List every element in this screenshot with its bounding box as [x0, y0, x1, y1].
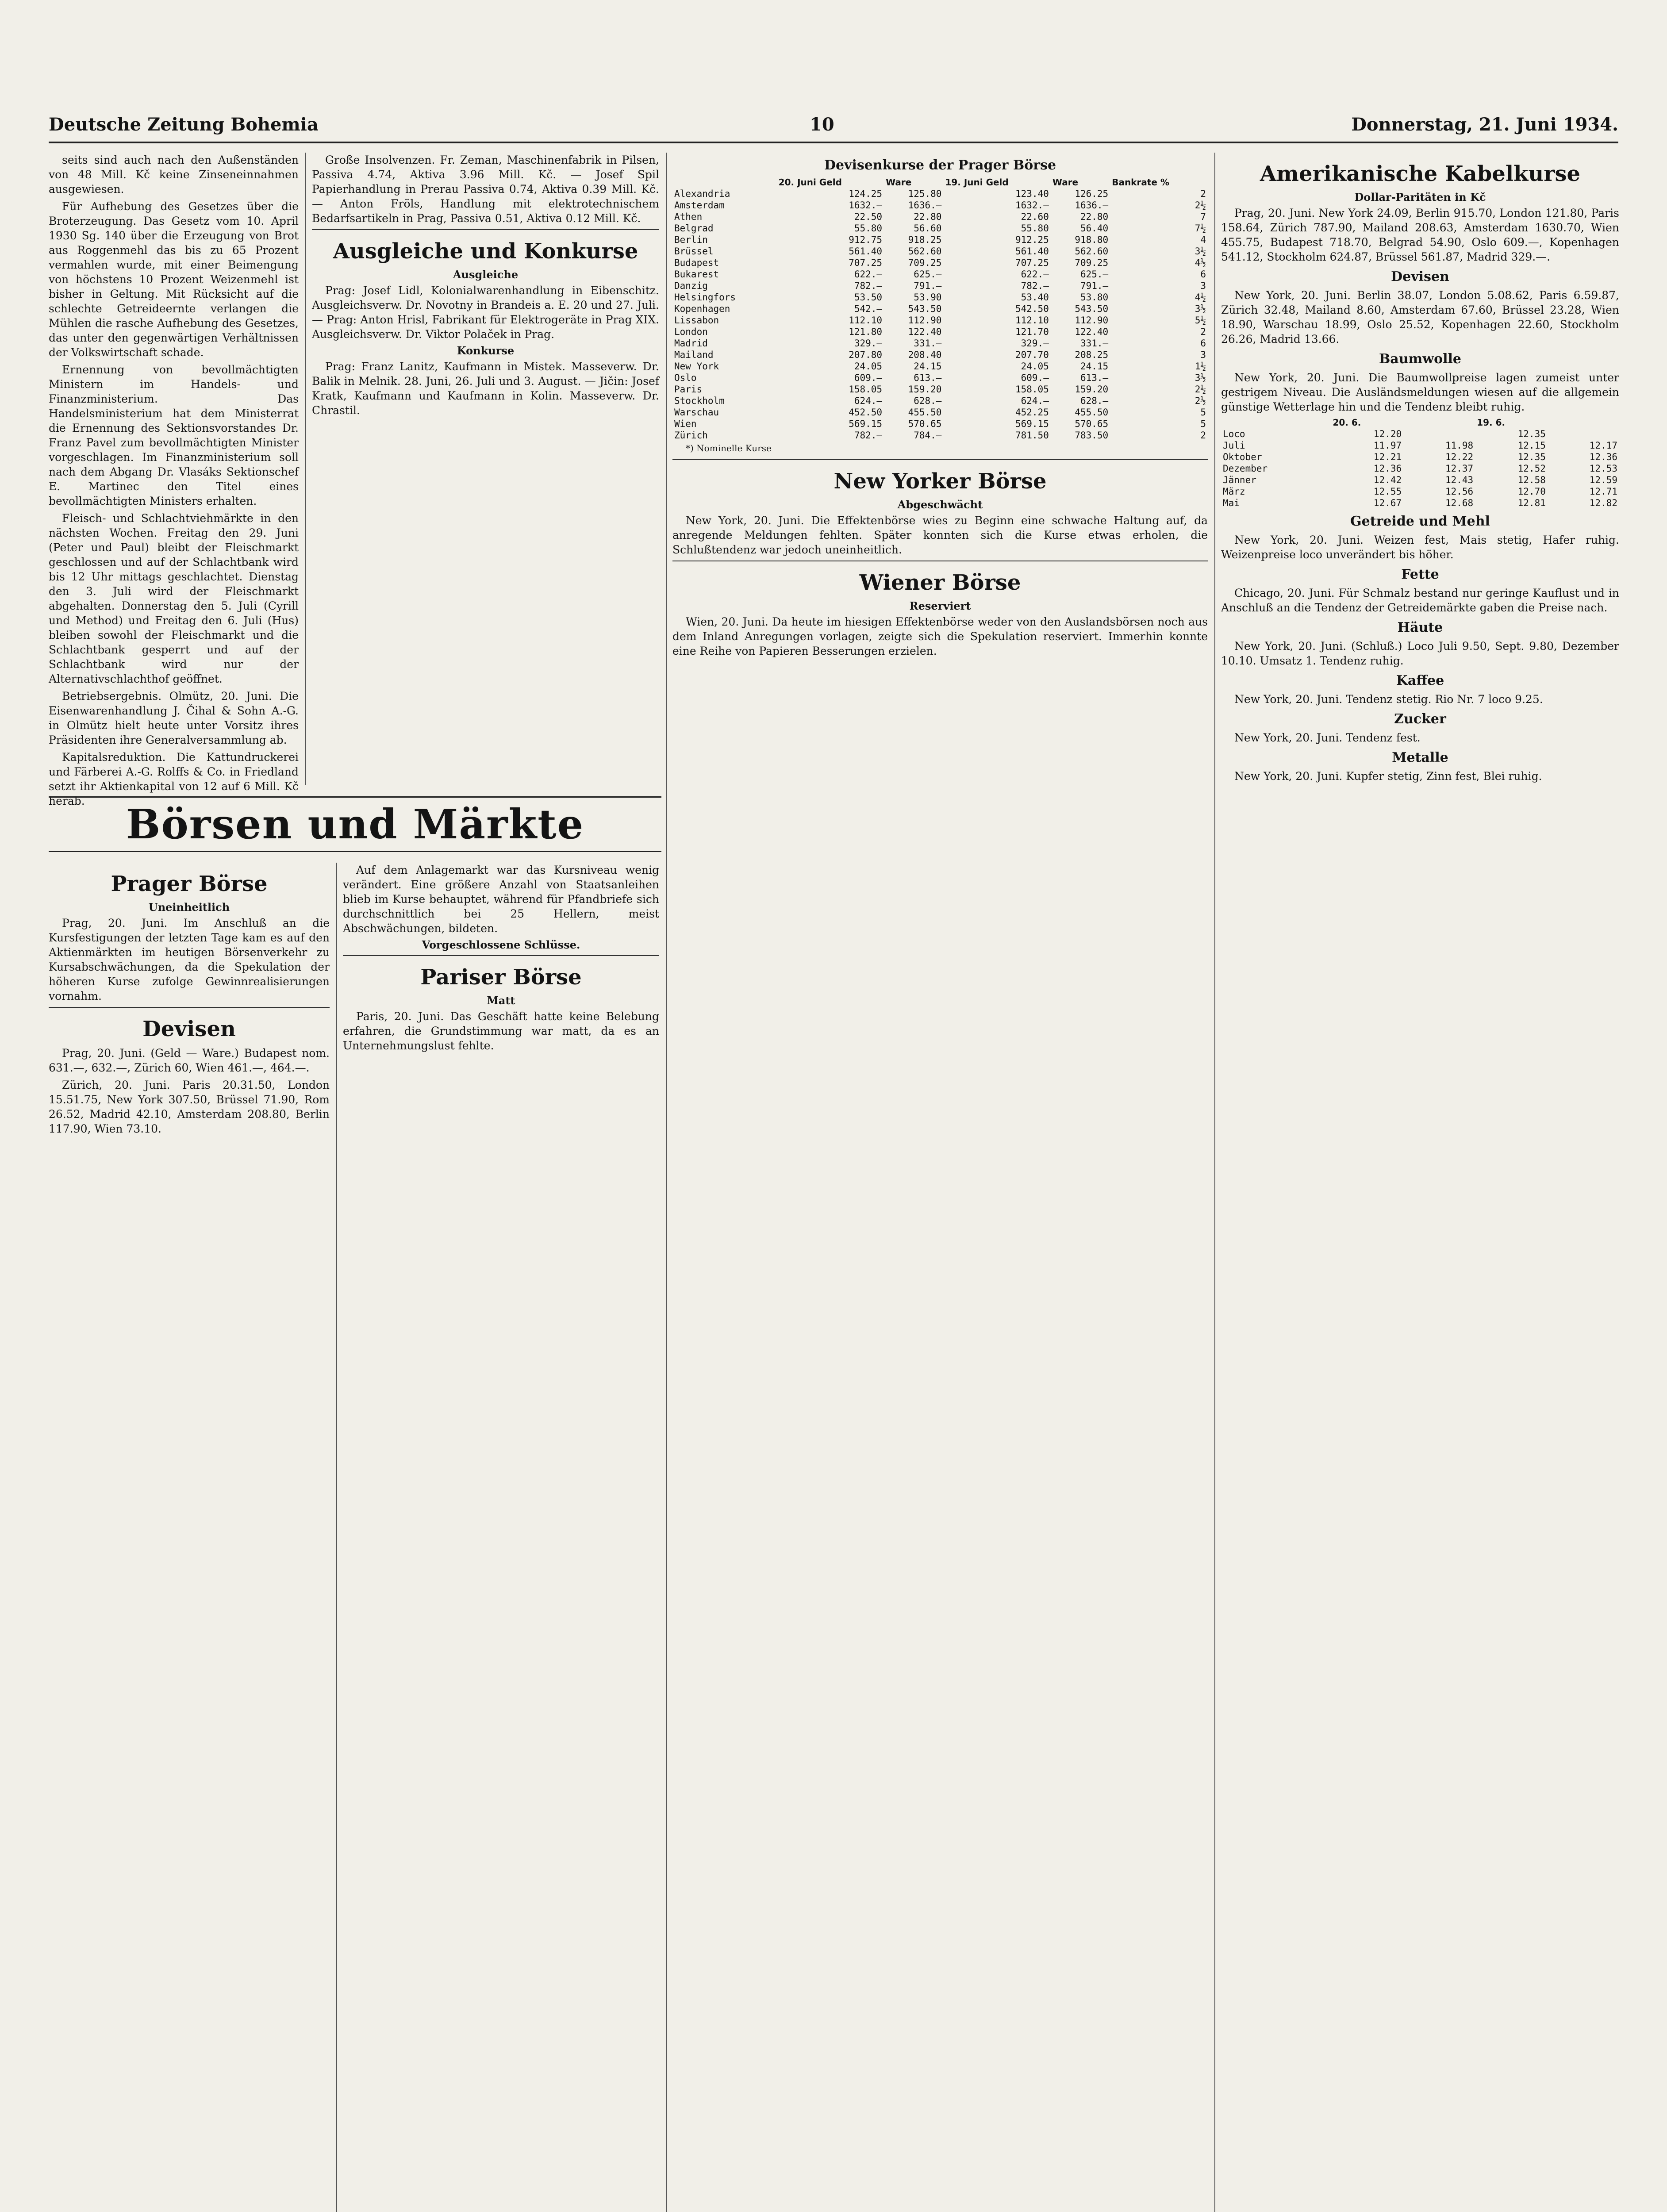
- article-paragraph: Chicago, 20. Juni. Für Schmalz bestand nur geringe Kauflust und in Anschluß an die Tendenz der Getreidemärkte gaben die Preise nach.: [1221, 587, 1619, 614]
- table-cell: 609.—: [1021, 373, 1049, 383]
- table-cell: Mai: [1223, 498, 1240, 508]
- table-cell: Belgrad: [674, 223, 714, 234]
- table-cell: 7: [1200, 211, 1206, 222]
- table-cell: 12.67: [1373, 498, 1402, 508]
- table-cell: 561.40: [849, 246, 883, 257]
- table-header-cell: 19. 6.: [1477, 417, 1506, 428]
- table-cell: 5: [1200, 419, 1206, 429]
- table-cell: 3: [1200, 349, 1206, 360]
- table-row: [672, 188, 1208, 200]
- table-cell: 55.80: [1021, 223, 1049, 234]
- table-cell: 628.—: [1080, 396, 1109, 406]
- table-cell: 158.05: [1015, 384, 1049, 395]
- table-cell: Kopenhagen: [674, 303, 730, 314]
- article-paragraph: New York, 20. Juni. Weizen fest, Mais stetig, Hafer ruhig. Weizenpreise loco unverändert bis höher.: [1221, 534, 1619, 561]
- table-cell: 12.82: [1589, 498, 1617, 508]
- table-cell: 112.90: [1075, 315, 1109, 326]
- section-heading: Wiener Börse: [859, 570, 1021, 595]
- table-cell: Budapest: [674, 257, 719, 268]
- column-rule: [1214, 153, 1215, 2212]
- table-cell: 918.80: [1075, 234, 1109, 245]
- column-rule: [336, 863, 337, 2212]
- table-cell: 4½: [1195, 257, 1206, 268]
- table-cell: 12.81: [1517, 498, 1546, 508]
- table-row: [672, 280, 1208, 292]
- table-cell: 791.—: [914, 280, 942, 291]
- article-paragraph: Große Insolvenzen. Fr. Zeman, Maschinenfabrik in Pilsen, Passiva 4.74, Aktiva 3.96 Mill. Kč. — Josef Spil Papierhandlung in Prerau Passiva 0.74, Aktiva 0.39 Mill. Kč. — Anton Fröls, Handlung mit elektrotechnischem Bedarfsartikeln in Prag, Passiva 0.51, Aktiva 0.12 Mill. Kč.: [312, 154, 659, 225]
- table-cell: 6: [1200, 269, 1206, 280]
- table-cell: 4: [1200, 234, 1206, 245]
- table-cell: 22.50: [854, 211, 883, 222]
- article-paragraph: Für Aufhebung des Gesetzes über die Broterzeugung. Das Gesetz vom 10. April 1930 Sg. 140 über die Erzeugung von Brot aus Roggenmehl das bis zu 65 Prozent vermahlen wurde, mit einer Beimengung von höchstens 10 Prozent Weizenmehl ist bisher in Geltung. Mit Rücksicht auf die schlechte Getreideernte verlangen die Mühlen die rasche Aufhebung des Gesetzes, das unter den gegenwärtigen Verhältnissen der Volkswirtschaft schade.: [49, 200, 299, 359]
- table-row: [1221, 451, 1619, 463]
- table-row: [672, 361, 1208, 372]
- article-paragraph: Prag: Franz Lanitz, Kaufmann in Mistek. Masseverw. Dr. Balik in Melnik. 28. Juni, 26. Juli und 3. August. — Jičin: Josef Kratk, Kaufmann und Kaufmann in Kolin. Masseverw. Dr. Chrastil.: [312, 360, 659, 417]
- table-cell: 12.35: [1517, 452, 1546, 462]
- table-cell: 12.42: [1373, 475, 1402, 485]
- table-cell: 3: [1200, 280, 1206, 291]
- table-row: [672, 234, 1208, 246]
- table-cell: 4½: [1195, 292, 1206, 303]
- table-cell: 55.80: [854, 223, 883, 234]
- table-cell: [1403, 428, 1475, 440]
- table-header-cell: 20. 6.: [1333, 417, 1361, 428]
- table-cell: 122.40: [908, 326, 942, 337]
- subsection-heading: Dollar-Paritäten in Kč: [1354, 191, 1486, 204]
- table-cell: Zürich: [674, 430, 708, 441]
- table-cell: [1548, 428, 1619, 440]
- subsection-heading: Vorgeschlossene Schlüsse.: [422, 938, 580, 951]
- table-cell: 208.40: [908, 349, 942, 360]
- table-row: [672, 315, 1208, 326]
- table-cell: 159.20: [908, 384, 942, 395]
- table-row: [672, 211, 1208, 223]
- section-heading: Metalle: [1392, 750, 1448, 765]
- table-cell: 622.—: [854, 269, 883, 280]
- cotton-price-table: [1221, 417, 1619, 509]
- table-cell: 53.50: [854, 292, 883, 303]
- table-cell: Athen: [674, 211, 703, 222]
- section-heading: Getreide und Mehl: [1350, 514, 1490, 529]
- table-cell: 331.—: [914, 338, 942, 349]
- table-cell: 121.70: [1015, 326, 1049, 337]
- table-cell: Helsingfors: [674, 292, 736, 303]
- table-cell: 12.68: [1445, 498, 1474, 508]
- table-row: [1221, 463, 1619, 474]
- table-cell: 12.20: [1373, 429, 1402, 439]
- column-economy-news: [49, 153, 299, 807]
- table-cell: 3½: [1195, 246, 1206, 257]
- table-cell: 22.60: [1021, 211, 1049, 222]
- table-cell: 1½: [1195, 361, 1206, 372]
- table-cell: 112.90: [908, 315, 942, 326]
- table-cell: 569.15: [1015, 419, 1049, 429]
- table-row: [1221, 428, 1619, 440]
- table-header-cell: 19. Juni Geld: [945, 177, 1009, 188]
- table-row: [1221, 497, 1619, 509]
- table-cell: 53.80: [1080, 292, 1109, 303]
- table-cell: 2: [1200, 326, 1206, 337]
- table-header-cell: 20. Juni Geld: [778, 177, 842, 188]
- table-cell: Wien: [674, 419, 697, 429]
- table-row: [672, 349, 1208, 361]
- table-cell: 455.50: [908, 407, 942, 418]
- table-cell: 782.—: [854, 280, 883, 291]
- table-cell: 12.15: [1517, 440, 1546, 451]
- table-row: [672, 257, 1208, 269]
- section-heading: Baumwolle: [1379, 351, 1462, 367]
- section-heading: Amerikanische Kabelkurse: [1260, 161, 1581, 186]
- article-paragraph: Prag, 20. Juni. New York 24.09, Berlin 915.70, London 121.80, Paris 158.64, Zürich 787.90, Mailand 208.63, Amsterdam 1630.70, Wien 455.75, Budapest 718.70, Belgrad 54.90, Oslo 609.—, Kopenhagen 541.12, Stockholm 624.87, Brüssel 561.87, Madrid 329.—.: [1221, 207, 1619, 263]
- table-cell: 543.50: [908, 303, 942, 314]
- table-cell: Berlin: [674, 234, 708, 245]
- table-row: [672, 407, 1208, 418]
- table-cell: 7½: [1195, 223, 1206, 234]
- table-cell: 2: [1200, 430, 1206, 441]
- column-insolvencies: [312, 153, 659, 790]
- table-cell: 22.80: [914, 211, 942, 222]
- table-cell: 12.59: [1589, 475, 1617, 485]
- table-header-cell: [1548, 417, 1619, 428]
- table-cell: 613.—: [1080, 373, 1109, 383]
- table-cell: 122.40: [1075, 326, 1109, 337]
- table-cell: 329.—: [854, 338, 883, 349]
- table-cell: 784.—: [914, 430, 942, 441]
- table-cell: 912.75: [849, 234, 883, 245]
- section-heading: New Yorker Börse: [834, 469, 1047, 494]
- table-cell: 562.60: [908, 246, 942, 257]
- table-cell: 24.15: [1080, 361, 1109, 372]
- table-cell: 12.37: [1445, 463, 1474, 474]
- table-header-cell: Bankrate %: [1112, 177, 1169, 188]
- table-cell: Loco: [1223, 429, 1245, 439]
- table-cell: 12.53: [1589, 463, 1617, 474]
- article-paragraph: Paris, 20. Juni. Das Geschäft hatte keine Belebung erfahren, die Grundstimmung war matt, da es an Unternehmungslust fehlte.: [343, 1010, 659, 1052]
- issue-date: Donnerstag, 21. Juni 1934.: [1351, 114, 1618, 135]
- table-cell: 6: [1200, 338, 1206, 349]
- table-row: [672, 338, 1208, 349]
- table-row: [672, 269, 1208, 280]
- table-cell: Brüssel: [674, 246, 714, 257]
- table-cell: 543.50: [1075, 303, 1109, 314]
- table-header-cell: [672, 177, 777, 188]
- table-cell: 5½: [1195, 315, 1206, 326]
- table-cell: 542.50: [1015, 303, 1049, 314]
- table-cell: Jänner: [1223, 475, 1256, 485]
- page-number: 10: [810, 114, 834, 135]
- article-paragraph: Prag: Josef Lidl, Kolonialwarenhandlung in Eibenschitz. Ausgleichsverw. Dr. Novotny in Brandeis a. E. 20 und 27. Juli. — Prag: Anton Hrisl, Fabrikant für Elektrogeräte in Prag XIX. Ausgleichsverw. Dr. Viktor Polaček in Prag.: [312, 284, 659, 341]
- table-row: [1221, 486, 1619, 497]
- subsection-heading: Ausgleiche: [453, 268, 519, 281]
- section-heading: Devisenkurse der Prager Börse: [824, 157, 1056, 173]
- table-header-cell: Ware: [1052, 177, 1079, 188]
- table-cell: 24.05: [1021, 361, 1049, 372]
- table-cell: Oktober: [1223, 452, 1262, 462]
- table-row: [672, 326, 1208, 338]
- table-cell: 12.36: [1589, 452, 1617, 462]
- section-heading: Fette: [1401, 567, 1439, 582]
- article-paragraph: Betriebsergebnis. Olmütz, 20. Juni. Die Eisenwarenhandlung J. Čihal & Sohn A.-G. in Olmütz hielt heute unter Vorsitz ihres Präsidenten ihre Generalversammlung ab.: [49, 690, 299, 746]
- table-cell: 613.—: [914, 373, 942, 383]
- column-kabelkurse: [1221, 153, 1619, 2212]
- article-paragraph: Auf dem Anlagemarkt war das Kursniveau wenig verändert. Eine größere Anzahl von Staatsanleihen blieb im Kurse behauptet, während für Pfandbriefe sich durchschnittlich bei 25 Hellern, meist Abschwächungen, bildeten.: [343, 864, 659, 935]
- table-cell: 12.58: [1517, 475, 1546, 485]
- column-rule: [666, 153, 667, 2212]
- article-paragraph: Fleisch- und Schlachtviehmärkte in den nächsten Wochen. Freitag den 29. Juni (Peter und Paul) bleibt der Fleischmarkt geschlossen und auf der Schlachtbank wird bis 12 Uhr mittags geschlachtet. Dienstag den 3. Juli wird der Fleischmarkt abgehalten. Donnerstag den 5. Juli (Cyrill und Method) und Freitag den 6. Juli (Hus) bleiben sowohl der Fleischmarkt und die Schlachtbank gesperrt und auf der Schlachtbank wird nur der Alternativschlachthof geöffnet.: [49, 512, 299, 685]
- table-cell: März: [1223, 486, 1245, 497]
- column-devisenkurse: [672, 153, 1208, 2212]
- table-cell: 2: [1200, 188, 1206, 199]
- table-cell: 709.25: [908, 257, 942, 268]
- table-cell: Amsterdam: [674, 200, 725, 211]
- table-row: [672, 372, 1208, 384]
- table-cell: 12.35: [1517, 429, 1546, 439]
- table-cell: 624.—: [1021, 396, 1049, 406]
- table-row: [1221, 474, 1619, 486]
- table-row: [672, 246, 1208, 257]
- table-cell: 12.21: [1373, 452, 1402, 462]
- subsection-heading: Reserviert: [909, 599, 971, 612]
- table-cell: 11.98: [1445, 440, 1474, 451]
- table-cell: Dezember: [1223, 463, 1268, 474]
- table-cell: Bukarest: [674, 269, 719, 280]
- table-cell: 112.10: [1015, 315, 1049, 326]
- article-paragraph: Prag, 20. Juni. Im Anschluß an die Kursfestigungen der letzten Tage kam es auf den Aktienmärkten im heutigen Börsenverkehr zu Kursabschwächungen, da die Spekulation der höheren Kurse zufolge Gewinnrealisierungen vornahm.: [49, 917, 330, 1002]
- table-cell: 53.40: [1021, 292, 1049, 303]
- table-cell: 569.15: [849, 419, 883, 429]
- column-rule: [305, 153, 306, 785]
- table-cell: 452.50: [849, 407, 883, 418]
- table-cell: 123.40: [1015, 188, 1049, 199]
- table-cell: 918.25: [908, 234, 942, 245]
- table-cell: 112.10: [849, 315, 883, 326]
- table-cell: 609.—: [854, 373, 883, 383]
- table-cell: 12.71: [1589, 486, 1617, 497]
- table-cell: 624.—: [854, 396, 883, 406]
- table-cell: 56.40: [1080, 223, 1109, 234]
- table-cell: Danzig: [674, 280, 708, 291]
- table-cell: New York: [674, 361, 719, 372]
- table-cell: 12.56: [1445, 486, 1474, 497]
- section-heading: Pariser Börse: [420, 965, 582, 990]
- subsection-heading: Konkurse: [457, 344, 515, 357]
- table-cell: 12.52: [1517, 463, 1546, 474]
- table-cell: 207.70: [1015, 349, 1049, 360]
- section-heading: Kaffee: [1396, 673, 1444, 688]
- divider: [312, 229, 659, 230]
- section-heading: Prager Börse: [111, 872, 268, 896]
- table-cell: Lissabon: [674, 315, 719, 326]
- article-paragraph: Prag, 20. Juni. (Geld — Ware.) Budapest nom. 631.—, 632.—, Zürich 60, Wien 461.—, 464.—.: [49, 1047, 330, 1074]
- table-cell: Juli: [1223, 440, 1245, 451]
- table-cell: Madrid: [674, 338, 708, 349]
- table-cell: 124.25: [849, 188, 883, 199]
- section-heading: Devisen: [142, 1017, 236, 1041]
- table-cell: 625.—: [914, 269, 942, 280]
- divider: [672, 459, 1208, 460]
- table-cell: 2½: [1195, 200, 1206, 211]
- table-cell: 625.—: [1080, 269, 1109, 280]
- divider: [343, 955, 659, 956]
- table-cell: 912.25: [1015, 234, 1049, 245]
- table-cell: 3½: [1195, 303, 1206, 314]
- table-row: [672, 200, 1208, 211]
- table-cell: 622.—: [1021, 269, 1049, 280]
- table-row: [672, 395, 1208, 407]
- table-cell: 707.25: [1015, 257, 1049, 268]
- table-cell: Mailand: [674, 349, 714, 360]
- masthead: Deutsche Zeitung Bohemia: [49, 114, 319, 135]
- table-cell: 2½: [1195, 396, 1206, 406]
- table-cell: 5: [1200, 407, 1206, 418]
- table-cell: 24.15: [914, 361, 942, 372]
- table-cell: 53.90: [914, 292, 942, 303]
- table-cell: 709.25: [1075, 257, 1109, 268]
- article-paragraph: New York, 20. Juni. Die Baumwollpreise lagen zumeist unter gestrigem Niveau. Die Ausländsmeldungen wiesen auf die allgemein günstige Wetterlage hin und die Tendenz bleibt ruhig.: [1221, 371, 1619, 413]
- table-cell: 208.25: [1075, 349, 1109, 360]
- article-paragraph: New York, 20. Juni. Tendenz stetig. Rio Nr. 7 loco 9.25.: [1234, 693, 1543, 706]
- table-cell: 12.55: [1373, 486, 1402, 497]
- table-cell: 329.—: [1021, 338, 1049, 349]
- table-cell: 56.60: [914, 223, 942, 234]
- table-cell: 159.20: [1075, 384, 1109, 395]
- article-paragraph: seits sind auch nach den Außenständen von 48 Mill. Kč keine Zinseneinnahmen ausgewiesen.: [49, 154, 299, 196]
- article-paragraph: Kapitalsreduktion. Die Kattundruckerei und Färberei A.-G. Rolffs & Co. in Friedland setzt ihr Aktienkapital von 12 auf 6 Mill. Kč herab.: [49, 751, 299, 807]
- table-cell: 707.25: [849, 257, 883, 268]
- table-cell: London: [674, 326, 708, 337]
- table-header-cell: [1403, 417, 1475, 428]
- column-prager-boerse: [49, 863, 330, 2212]
- divider: [49, 1007, 330, 1008]
- table-cell: 1632.—: [849, 200, 883, 211]
- table-cell: 782.—: [854, 430, 883, 441]
- table-header-cell: Ware: [886, 177, 912, 188]
- table-cell: Warschau: [674, 407, 719, 418]
- table-cell: 207.80: [849, 349, 883, 360]
- table-cell: 570.65: [1075, 419, 1109, 429]
- table-cell: 783.50: [1075, 430, 1109, 441]
- table-row: [672, 418, 1208, 430]
- section-heading: Häute: [1397, 620, 1443, 635]
- table-cell: 24.05: [854, 361, 883, 372]
- article-paragraph: New York, 20. Juni. Berlin 38.07, London 5.08.62, Paris 6.59.87, Zürich 32.48, Mailand 8.60, Amsterdam 67.60, Brüssel 23.28, Wien 18.90, Warschau 18.99, Oslo 25.52, Kopenhagen 22.60, Stockholm 26.26, Madrid 13.66.: [1221, 289, 1619, 346]
- table-cell: 11.97: [1373, 440, 1402, 451]
- article-paragraph: New York, 20. Juni. Die Effektenbörse wies zu Beginn eine schwache Haltung auf, da anregende Meldungen fehlten. Später konnten sich die Kurse etwas erholen, die Schlußtendenz war jedoch uneinheitlich.: [672, 514, 1208, 556]
- table-cell: 12.70: [1517, 486, 1546, 497]
- table-cell: 125.80: [908, 188, 942, 199]
- table-cell: 455.50: [1075, 407, 1109, 418]
- table-cell: 452.25: [1015, 407, 1049, 418]
- table-cell: 628.—: [914, 396, 942, 406]
- table-cell: 1636.—: [1075, 200, 1109, 211]
- table-cell: 331.—: [1080, 338, 1109, 349]
- table-row: [672, 292, 1208, 303]
- table-row: [1221, 440, 1619, 451]
- subsection-heading: Uneinheitlich: [148, 901, 230, 914]
- table-cell: 3½: [1195, 373, 1206, 383]
- table-cell: 22.80: [1080, 211, 1109, 222]
- table-row: [672, 303, 1208, 315]
- table-header-cell: [1221, 417, 1331, 428]
- table-row: [672, 430, 1208, 441]
- table-cell: 791.—: [1080, 280, 1109, 291]
- table-cell: 12.36: [1373, 463, 1402, 474]
- table-cell: 1632.—: [1015, 200, 1049, 211]
- article-paragraph: Zürich, 20. Juni. Paris 20.31.50, London 15.51.75, New York 307.50, Brüssel 71.90, Rom 26.52, Madrid 42.10, Amsterdam 208.80, Berlin 117.90, Wien 73.10.: [49, 1079, 330, 1135]
- table-row: [672, 384, 1208, 395]
- article-paragraph: New York, 20. Juni. Kupfer stetig, Zinn fest, Blei ruhig.: [1234, 770, 1542, 783]
- subsection-heading: Matt: [487, 994, 515, 1007]
- table-cell: 121.80: [849, 326, 883, 337]
- page-header: [49, 111, 1618, 143]
- article-paragraph: Wien, 20. Juni. Da heute im hiesigen Effektenbörse weder von den Auslandsbörsen noch aus dem Inland Anregungen vorlagen, zeigte sich die Spekulation reserviert. Immerhin konnte eine Reihe von Papieren Besserungen erzielen.: [672, 615, 1208, 657]
- subsection-heading: Abgeschwächt: [897, 498, 983, 511]
- table-cell: Alexandria: [674, 188, 730, 199]
- table-cell: 158.05: [849, 384, 883, 395]
- article-paragraph: Ernennung von bevollmächtigten Ministern im Handels- und Finanzministerium. Das Handelsministerium hat dem Ministerrat die Ernennung des Sektionsvorstandes Dr. Franz Pavel zum bevollmächtigten Minister vorgeschlagen. Im Finanzministerium soll nach dem Abgang Dr. Vlasáks Sektionschef E. Martinec den Titel eines bevollmächtigten Ministers erhalten.: [49, 363, 299, 507]
- table-cell: 562.60: [1075, 246, 1109, 257]
- table-cell: 570.65: [908, 419, 942, 429]
- table-cell: 12.43: [1445, 475, 1474, 485]
- boersen-banner: Börsen und Märkte: [49, 796, 661, 852]
- column-market-report: [343, 863, 659, 2212]
- table-cell: 1636.—: [908, 200, 942, 211]
- table-row: [672, 223, 1208, 234]
- article-paragraph: New York, 20. Juni. (Schluß.) Loco Juli 9.50, Sept. 9.80, Dezember 10.10. Umsatz 1. Tendenz ruhig.: [1221, 640, 1619, 667]
- table-footnote: *) Nominelle Kurse: [686, 443, 772, 453]
- table-cell: 781.50: [1015, 430, 1049, 441]
- table-cell: 2½: [1195, 384, 1206, 395]
- section-heading: Zucker: [1394, 711, 1446, 727]
- table-cell: Oslo: [674, 373, 697, 383]
- table-cell: Paris: [674, 384, 703, 395]
- exchange-rate-table: [672, 177, 1208, 441]
- article-paragraph: New York, 20. Juni. Tendenz fest.: [1234, 731, 1421, 744]
- table-cell: 126.25: [1075, 188, 1109, 199]
- section-heading: Ausgleiche und Konkurse: [333, 239, 638, 264]
- table-cell: 561.40: [1015, 246, 1049, 257]
- table-cell: 542.—: [854, 303, 883, 314]
- table-cell: Stockholm: [674, 396, 725, 406]
- table-cell: 12.22: [1445, 452, 1474, 462]
- table-cell: 12.17: [1589, 440, 1617, 451]
- table-cell: 782.—: [1021, 280, 1049, 291]
- section-heading: Devisen: [1391, 269, 1449, 284]
